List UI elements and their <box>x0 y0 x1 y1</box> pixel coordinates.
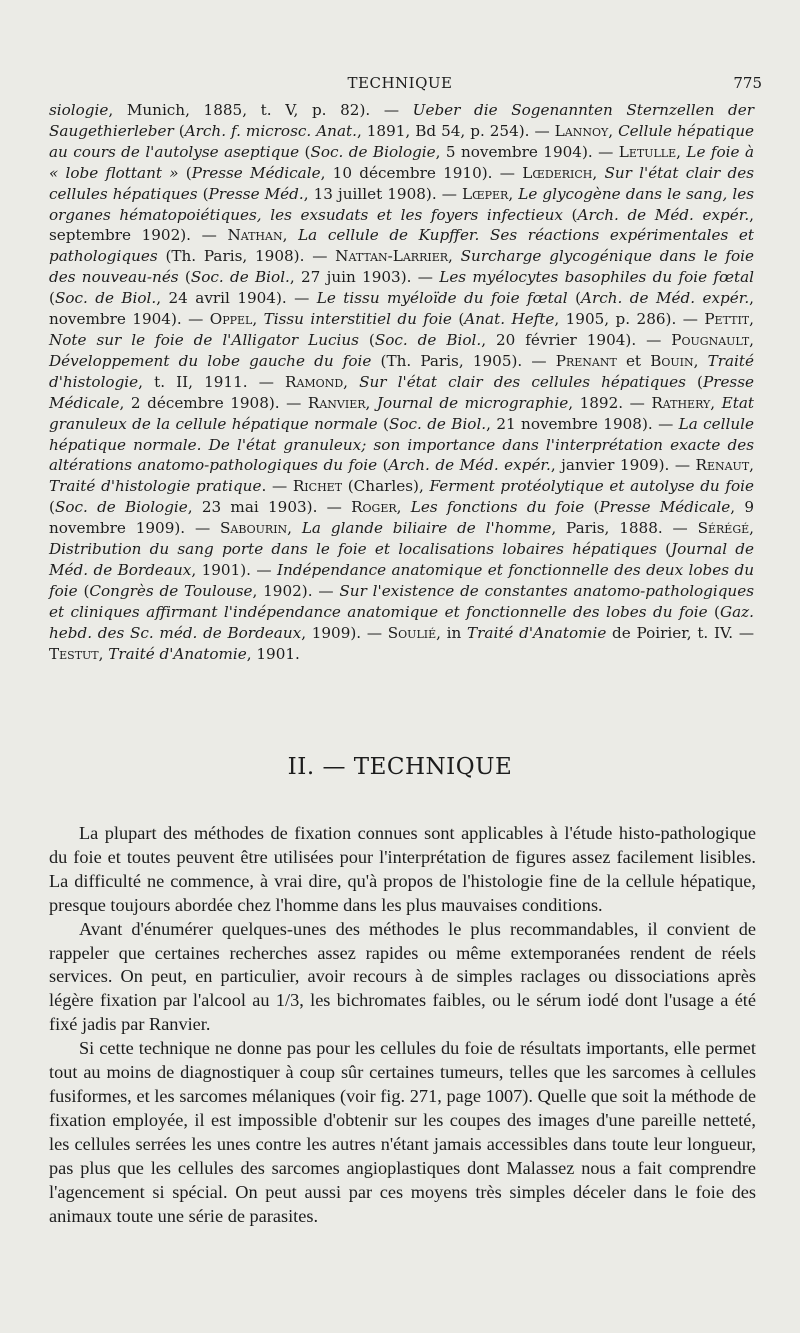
body-paragraph: Si cette technique ne donne pas pour les cellules du foie de résultats importants, elle permet tout au moins de diagnostiquer à coup sûr certaines tumeurs, telles que les sarcomes à cellules fusiformes, et les sarcomes mélaniques (voir fig. 271, page 1007). Quelle que soit la méthode de fixation employée, il est impossible d'obtenir sur les coupes des images d'une pareille netteté, les cellules serrées les unes contre les autres n'étant jamais accessibles dans toute leur longueur, pas plus que les cellules des sarcomes angioplastiques dont Malassez nous a fait comprendre l'agencement si spécial. On peut aussi par ces moyens très simples déceler dans le foie des animaux toute une série de parasites. <box>49 1038 756 1226</box>
citation-text: , t. II, 1911. — <box>138 372 286 391</box>
body-paragraph: La plupart des méthodes de fixation connues sont applicables à l'étude histo-pathologique du foie et toutes peuvent être utilisées pour l'interprétation de figures assez facilement lisibles. La difficulté ne commence, à vrai dire, qu'à propos de l'histologie fine de la cellule hépatique, presque toujours abordée chez l'homme dans les plus mauvaises conditions. <box>49 823 756 915</box>
citation-text: , <box>749 330 754 349</box>
citation-text: ( <box>707 602 720 621</box>
citation-title: Indépendance anatomique et fonctionnelle des deux lobes du foie <box>49 560 754 600</box>
citation-title: Le tissu myéloïde du foie fœtal <box>316 289 568 308</box>
citation-title: Les myélocytes basophiles du foie fœtal <box>439 268 755 287</box>
citation-text: ( <box>77 581 90 600</box>
citation-text: (Th. Paris, 1908). — <box>157 247 336 266</box>
citation-text: ( <box>567 289 582 308</box>
citation-text: . — <box>261 477 293 496</box>
citation-title: Traité d'Anatomie <box>108 644 247 663</box>
citation-text: , 21 novembre 1908). — <box>486 414 679 433</box>
citation-text: ( <box>178 268 191 287</box>
citation-title: Ferment protéolytique et autolyse du foie <box>429 477 755 496</box>
citation-text: ( <box>358 330 375 349</box>
citation-text: (Th. Paris, 1905). — <box>371 351 556 370</box>
citation-title: Arch. de Méd. expér. <box>577 205 750 224</box>
author-name: Sérégé <box>697 519 750 538</box>
citation-text: , 2 décembre 1908). — <box>119 393 308 412</box>
citation-title: Soc. de Biol. <box>190 268 290 287</box>
citation-text: ( <box>377 414 389 433</box>
running-head <box>0 74 800 98</box>
author-name: Testut <box>49 644 99 663</box>
citation-text: , 1901. <box>246 644 300 663</box>
citation-text: ( <box>49 498 55 517</box>
citation-text: , <box>98 644 109 663</box>
author-name: Rathery <box>651 393 711 412</box>
citation-title: Presse Médicale <box>49 372 755 412</box>
citation-text: ( <box>49 289 55 308</box>
citation-text: ( <box>584 498 600 517</box>
citation-text: , <box>287 519 302 538</box>
citation-title: Traité d'histologie pratique <box>49 477 262 496</box>
citation-text: ( <box>173 121 185 140</box>
citation-text: ( <box>178 163 192 182</box>
citation-title: Etat granuleux de la cellule hépatique normale <box>49 393 755 433</box>
citation-title: La glande biliaire de l'homme <box>301 519 552 538</box>
author-name: Ramond <box>285 372 344 391</box>
citation-title: Les fonctions du foie <box>410 498 585 517</box>
citation-text: , 10 décembre 1910). — <box>320 163 523 182</box>
citation-text: ( <box>685 372 703 391</box>
citation-title: Sur l'existence de constantes anatomo-pathologiques et cliniques affirmant l'indépendance anatomique et fonctionnelle des lobes du foie <box>49 581 754 621</box>
citation-text: ( <box>197 184 209 203</box>
citation-text: , Munich, 1885, t. V, p. 82). — <box>108 101 413 119</box>
citation-text: , novembre 1904). — <box>49 289 754 329</box>
citation-text: , <box>749 310 754 329</box>
citation-text: , <box>508 184 519 203</box>
citation-title: Soc. de Biologie <box>310 142 436 161</box>
citation-text: , septembre 1902). — <box>49 205 754 245</box>
author-name: Soulié <box>387 623 437 642</box>
citation-text: , 1902). — <box>252 581 340 600</box>
citation-text: , 1901). — <box>191 560 278 579</box>
citation-text: , <box>592 163 605 182</box>
author-name: Prenant <box>555 351 617 370</box>
author-name: Richet <box>292 477 343 496</box>
citation-text: , <box>365 393 377 412</box>
citation-text: , 23 mai 1903). — <box>187 498 352 517</box>
citation-text: , <box>693 351 708 370</box>
running-title: TECHNIQUE <box>347 74 453 92</box>
citation-title: Arch. f. microsc. Anat. <box>184 121 357 140</box>
citation-text: , 1891, Bd 54, p. 254). — <box>356 121 555 140</box>
citation-text: , 9 novembre 1909). — <box>49 498 754 538</box>
citation-text: , 1892. — <box>568 393 652 412</box>
author-name: Lœderich <box>522 163 593 182</box>
bibliography-paragraph <box>49 100 754 664</box>
citation-title: Traité d'Anatomie <box>467 623 607 642</box>
author-name: Ranvier <box>307 393 366 412</box>
citation-text: de Poirier, t. IV. — <box>606 623 755 642</box>
citation-text: ( <box>299 142 311 161</box>
citation-title: Soc. de Biol. <box>388 414 487 433</box>
citation-title: Journal de micrographie <box>376 393 569 412</box>
author-name: Pougnault <box>671 330 750 349</box>
citation-text: ( <box>377 456 389 475</box>
citation-text: , 13 juillet 1908). — <box>303 184 463 203</box>
body-text <box>49 822 756 1228</box>
citation-title: Arch. de Méd. expér. <box>581 289 750 308</box>
citation-text: (Charles), <box>342 477 430 496</box>
author-name: Oppel <box>209 310 253 329</box>
citation-title: siologie <box>49 101 109 119</box>
citation-text: ( <box>656 540 672 559</box>
citation-text: , <box>252 310 264 329</box>
author-name: Lannoy <box>554 121 609 140</box>
citation-title: Développement du lobe gauche du foie <box>49 351 372 370</box>
citation-title: Ueber die Sogenannten Sternzellen der Saugethierleber <box>49 101 754 140</box>
citation-text: , 1909). — <box>301 623 388 642</box>
citation-title: Le glycogène dans le sang, les organes hématopoiétiques, les exsudats et les foyers infectieux <box>49 184 754 224</box>
citation-title: Journal de Méd. de Bordeaux <box>49 540 754 579</box>
citation-text: , janvier 1909). — <box>550 456 696 475</box>
citation-title: Sur l'état clair des cellules hépatiques <box>49 163 755 203</box>
citation-text: , Paris, 1888. — <box>551 519 698 538</box>
citation-title: Presse Médicale <box>599 498 731 517</box>
author-name: Nattan-Larrier <box>335 247 449 266</box>
citation-text: ( <box>451 310 465 329</box>
citation-text: et <box>616 351 651 370</box>
citation-title: Note sur le foie de l'Alligator Lucius <box>49 330 359 349</box>
citation-title: Congrès de Toulouse <box>89 581 253 600</box>
citation-title: Tissu interstitiel du foie <box>263 310 452 329</box>
citation-text: , 1905, p. 286). — <box>554 310 705 329</box>
citation-text: , in <box>436 623 468 642</box>
author-name: Bouin <box>650 351 694 370</box>
citation-title: Anat. Hefte <box>464 310 555 329</box>
page-number: 775 <box>733 74 762 92</box>
citation-text: , 20 février 1904). — <box>481 330 672 349</box>
citation-title: Presse Méd. <box>208 184 304 203</box>
citation-title: La cellule hépatique normale. De l'état granuleux; son importance dans l'interprétation exacte des altérations anatomo-pathologiques du foie <box>49 414 754 475</box>
citation-text: , 27 juin 1903). — <box>289 268 440 287</box>
citation-title: Soc. de Biol. <box>374 330 482 349</box>
citation-title: Gaz. hebd. des Sc. méd. de Bordeaux <box>49 602 754 642</box>
citation-text: , <box>448 247 461 266</box>
author-name: Sabourin <box>219 519 288 538</box>
body-paragraph: Avant d'énumérer quelques-unes des méthodes le plus recommandables, il convient de rappeler que certaines recherches assez rapides ou même extemporanées rendent de réels services. On peut, en particulier, avoir recours à de simples raclages ou dissociations après légère fixation par l'alcool au 1/3, les bichromates faibles, ou le sérum iodé dont l'usage a été fixé jadis par Ranvier. <box>49 918 756 1035</box>
author-name: Nathan <box>227 226 283 245</box>
citation-title: Sur l'état clair des cellules hépatiques <box>359 372 686 391</box>
citation-title: Surcharge glycogénique dans le foie des nouveau-nés <box>49 247 754 287</box>
citation-text: , <box>282 226 299 245</box>
author-name: Letulle <box>618 142 677 161</box>
bibliography-block <box>49 100 754 664</box>
citation-title: Arch. de Méd. expér. <box>388 456 551 475</box>
citation-text: ( <box>562 205 578 224</box>
citation-title: Traité d'histologie <box>49 351 755 391</box>
author-name: Pettit <box>704 310 750 329</box>
section-heading: II. — TECHNIQUE <box>287 754 513 780</box>
citation-text: , <box>676 142 687 161</box>
citation-text: , 24 avril 1904). — <box>156 289 317 308</box>
author-name: Roger <box>351 498 397 517</box>
citation-text: , <box>343 372 360 391</box>
citation-title: La cellule de Kupffer. Ses réactions expérimentales et pathologiques <box>49 226 755 266</box>
citation-text: , <box>749 456 754 475</box>
citation-title: Presse Médicale <box>191 163 321 182</box>
citation-text: , <box>710 393 722 412</box>
citation-title: Soc. de Biol. <box>54 289 157 308</box>
author-name: Renaut <box>695 456 750 475</box>
citation-text: , <box>396 498 411 517</box>
citation-text: , <box>749 519 754 538</box>
citation-title: Distribution du sang porte dans le foie et localisations lobaires hépatiques <box>49 540 657 559</box>
citation-text: , <box>608 121 619 140</box>
citation-text: , 5 novembre 1904). — <box>435 142 619 161</box>
citation-title: Le foie à « lobe flottant » <box>49 142 755 182</box>
citation-title: Cellule hépatique au cours de l'autolyse aseptique <box>49 121 754 161</box>
author-name: Lœper <box>462 184 509 203</box>
citation-title: Soc. de Biologie <box>54 498 188 517</box>
